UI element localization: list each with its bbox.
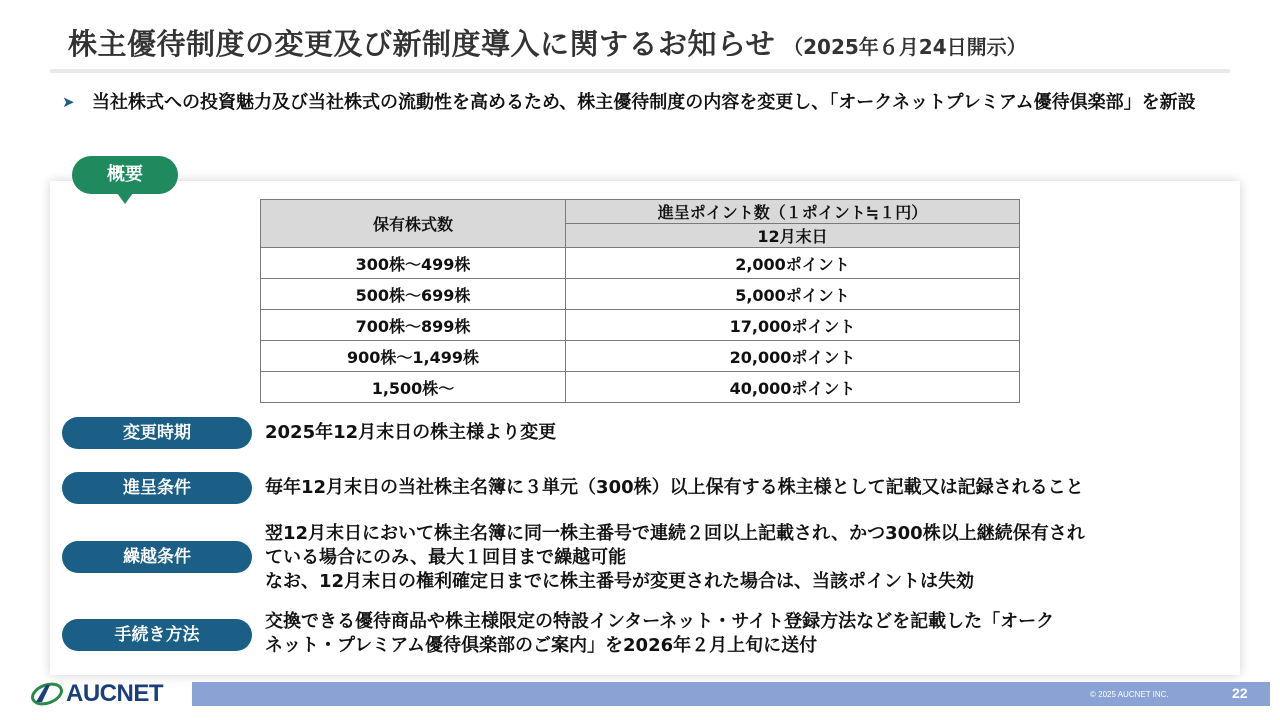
cell-shares: 900株～1,499株 — [261, 341, 566, 372]
text-line: ネット・プレミアム優待倶楽部のご案内」を2026年２月上旬に送付 — [265, 635, 818, 656]
header-points: 進呈ポイント数（１ポイント≒１円） — [566, 200, 1020, 224]
title-area — [68, 22, 1228, 68]
table-row — [261, 310, 1020, 341]
text-line: 交換できる優待商品や株主様限定の特設インターネット・サイト登録方法などを記載した「オーク — [265, 611, 1055, 632]
cell-points: 2,000ポイント — [566, 248, 1020, 279]
table-row — [261, 248, 1020, 279]
text-line: なお、12月末日の権利確定日までに株主番号が変更された場合は、当該ポイントは失効 — [265, 571, 975, 592]
header-date: 12月末日 — [566, 224, 1020, 248]
copyright: © 2025 AUCNET INC. — [1090, 690, 1169, 699]
cell-points: 17,000ポイント — [566, 310, 1020, 341]
header-holdings: 保有株式数 — [261, 200, 566, 248]
arrow-bullet-icon: ➤ — [62, 93, 75, 111]
text-carryover — [265, 522, 1235, 594]
text-eligibility — [265, 476, 1235, 500]
cell-shares: 500株～699株 — [261, 279, 566, 310]
cell-shares: 700株～899株 — [261, 310, 566, 341]
disclosure-date: （2025年６月24日開示） — [783, 35, 1027, 59]
points-table — [260, 199, 1020, 403]
label-procedure: 手続き方法 — [62, 619, 252, 651]
page-number: 22 — [1232, 685, 1248, 701]
table-row — [261, 279, 1020, 310]
cell-points: 20,000ポイント — [566, 341, 1020, 372]
text-procedure — [265, 610, 1235, 658]
page-title: 株主優待制度の変更及び新制度導入に関するお知らせ — [68, 27, 776, 61]
title-divider — [50, 69, 1230, 73]
cell-points: 5,000ポイント — [566, 279, 1020, 310]
label-carryover: 繰越条件 — [62, 541, 252, 573]
overview-tag: 概要 — [72, 156, 178, 194]
text-line: 翌12月末日において株主名簿に同一株主番号で連続２回以上記載され、かつ300株以上継続保有され — [265, 523, 1085, 544]
text-line: ている場合にのみ、最大１回目まで繰越可能 — [265, 547, 627, 568]
label-change-timing: 変更時期 — [62, 417, 252, 449]
text-line: 2025年12月末日の株主様より変更 — [265, 422, 557, 443]
table-row — [261, 372, 1020, 403]
aucnet-logo — [30, 681, 163, 707]
tag-pointer-icon — [117, 193, 133, 204]
table-row — [261, 341, 1020, 372]
text-line: 毎年12月末日の当社株主名簿に３単元（300株）以上保有する株主様として記載又は記録されること — [265, 477, 1084, 498]
text-change-timing — [265, 421, 1235, 445]
cell-shares: 300株～499株 — [261, 248, 566, 279]
cell-points: 40,000ポイント — [566, 372, 1020, 403]
cell-shares: 1,500株～ — [261, 372, 566, 403]
logo-swoosh-icon — [30, 682, 64, 706]
logo-wordmark: AUCNET — [66, 680, 163, 707]
label-eligibility: 進呈条件 — [62, 472, 252, 504]
lead-text: 当社株式への投資魅力及び当社株式の流動性を高めるため、株主優待制度の内容を変更し、「オークネットプレミアム優待倶楽部」を新設 — [92, 92, 1196, 113]
lead-bullet — [62, 90, 1212, 115]
